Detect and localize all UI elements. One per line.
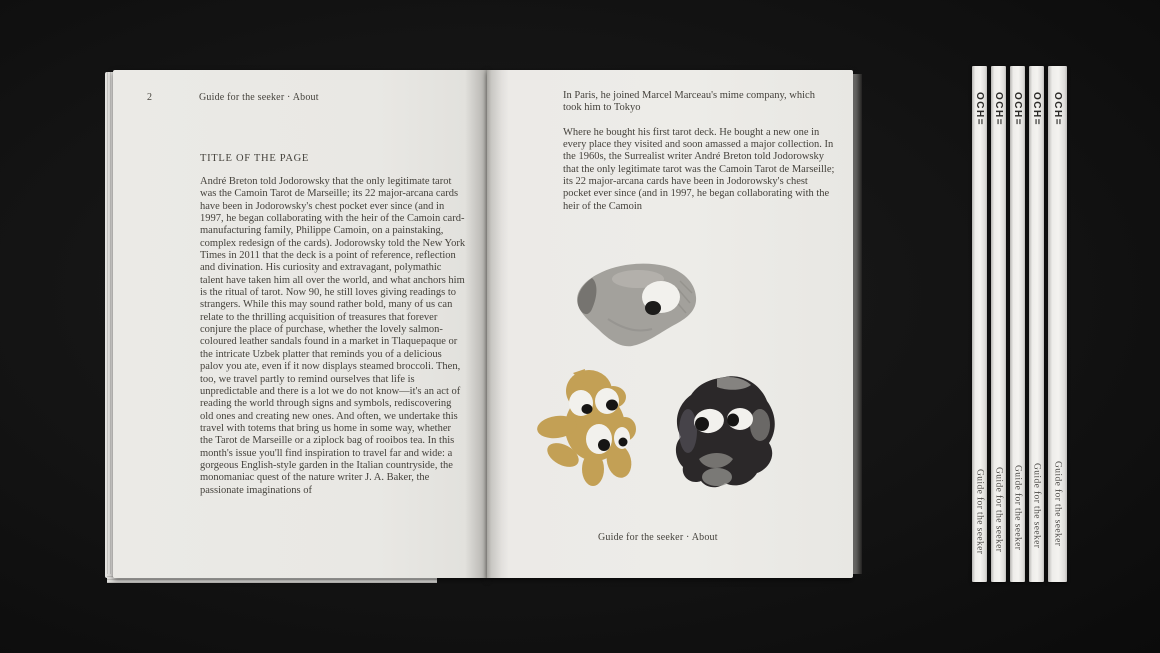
cover-right-edge xyxy=(853,74,862,574)
spine-title: Guide for the seeker xyxy=(974,468,985,554)
right-page xyxy=(487,70,853,578)
spine-logo: OCH= xyxy=(1031,92,1042,127)
running-head: Guide for the seeker · About xyxy=(199,92,319,103)
spine-title: Guide for the seeker xyxy=(1052,460,1063,546)
spine-title: Guide for the seeker xyxy=(1012,464,1023,550)
right-page-text-column xyxy=(563,90,835,213)
right-page-paragraph-1: In Paris, he joined Marcel Marceau's mime company, which took him to Tokyo xyxy=(563,90,815,114)
spine-logo: OCH= xyxy=(1012,92,1023,127)
book-spine xyxy=(1029,66,1044,582)
right-page-footer: Guide for the seeker · About xyxy=(598,532,718,543)
left-page-body-text: André Breton told Jodorowsky that the only legitimate tarot was the Camoin Tarot de Marseille; its 22 major-arcana cards have been in Jodorowsky's chest pocket ever since (and in 1997, he began collaborating with the heir of the Camoin card-manufacturing family, Philippe Camoin, on a painstaking, complex redesign of the cards). Jodorowsky told the New York Times in 2011 that the deck is a point of reference, reflection and divination. His curiosity and extravagant, polymathic talent have taken him all over the world, and what anchors him is the ritual of tarot. Now 90, he still loves giving readings to strangers. While this may sound rather bold, many of us can relate to the thrilling acquisition of treasures that forever conjure the place of purchase, whether the lovely salmon-coloured leather sandals found in a market in Tlaquepaque or the intricate Uzbek platter that reminds you of a delicious palov you ate, even if it now displays steamed broccoli. Then, too, we travel partly to remind ourselves that life is unpredictable and there is a lot we do not know—it's an act of reading the world through signs and symbols, rediscovering old ones and creating new ones. And often, we undertake this travel with totems that bring us home in some way, whether the Tarot de Marseille or a ziplock bag of rooibos tea. In this month's issue you'll find inspiration to travel far and wide: a gorgeous English-style garden in the Italian countryside, the monomaniac quest of the nature writer J. A. Baker, the passionate imaginations of xyxy=(200,176,466,496)
book-spines-stack xyxy=(972,66,1067,582)
grey-stone-illustration xyxy=(568,259,700,349)
book-spine xyxy=(1048,66,1067,582)
spine-title: Guide for the seeker xyxy=(993,466,1004,552)
open-book xyxy=(105,64,868,585)
book-spine xyxy=(972,66,987,582)
spine-logo: OCH= xyxy=(1052,92,1063,127)
book-spine xyxy=(1010,66,1025,582)
black-creature-illustration xyxy=(667,373,779,489)
spine-logo: OCH= xyxy=(993,92,1004,127)
right-page-paragraph-2: Where he bought his first tarot deck. He bought a new one in every place they visited and soon amassed a major collection. In the 1960s, the Surrealist writer André Breton told Jodorowsky that the only legitimate tarot was the Camoin Tarot de Marseille; its 22 major-arcana cards have been in Jodorowsky's chest pocket ever since (and in 1997, he began collaborating with the heir of the Camoin xyxy=(563,126,835,212)
spine-title: Guide for the seeker xyxy=(1031,462,1042,548)
book-spine xyxy=(991,66,1006,582)
left-page xyxy=(113,70,487,578)
ochre-creature-illustration xyxy=(537,363,653,489)
page-number: 2 xyxy=(147,92,153,103)
page-title: TITLE OF THE PAGE xyxy=(200,153,310,164)
spine-logo: OCH= xyxy=(974,92,985,127)
